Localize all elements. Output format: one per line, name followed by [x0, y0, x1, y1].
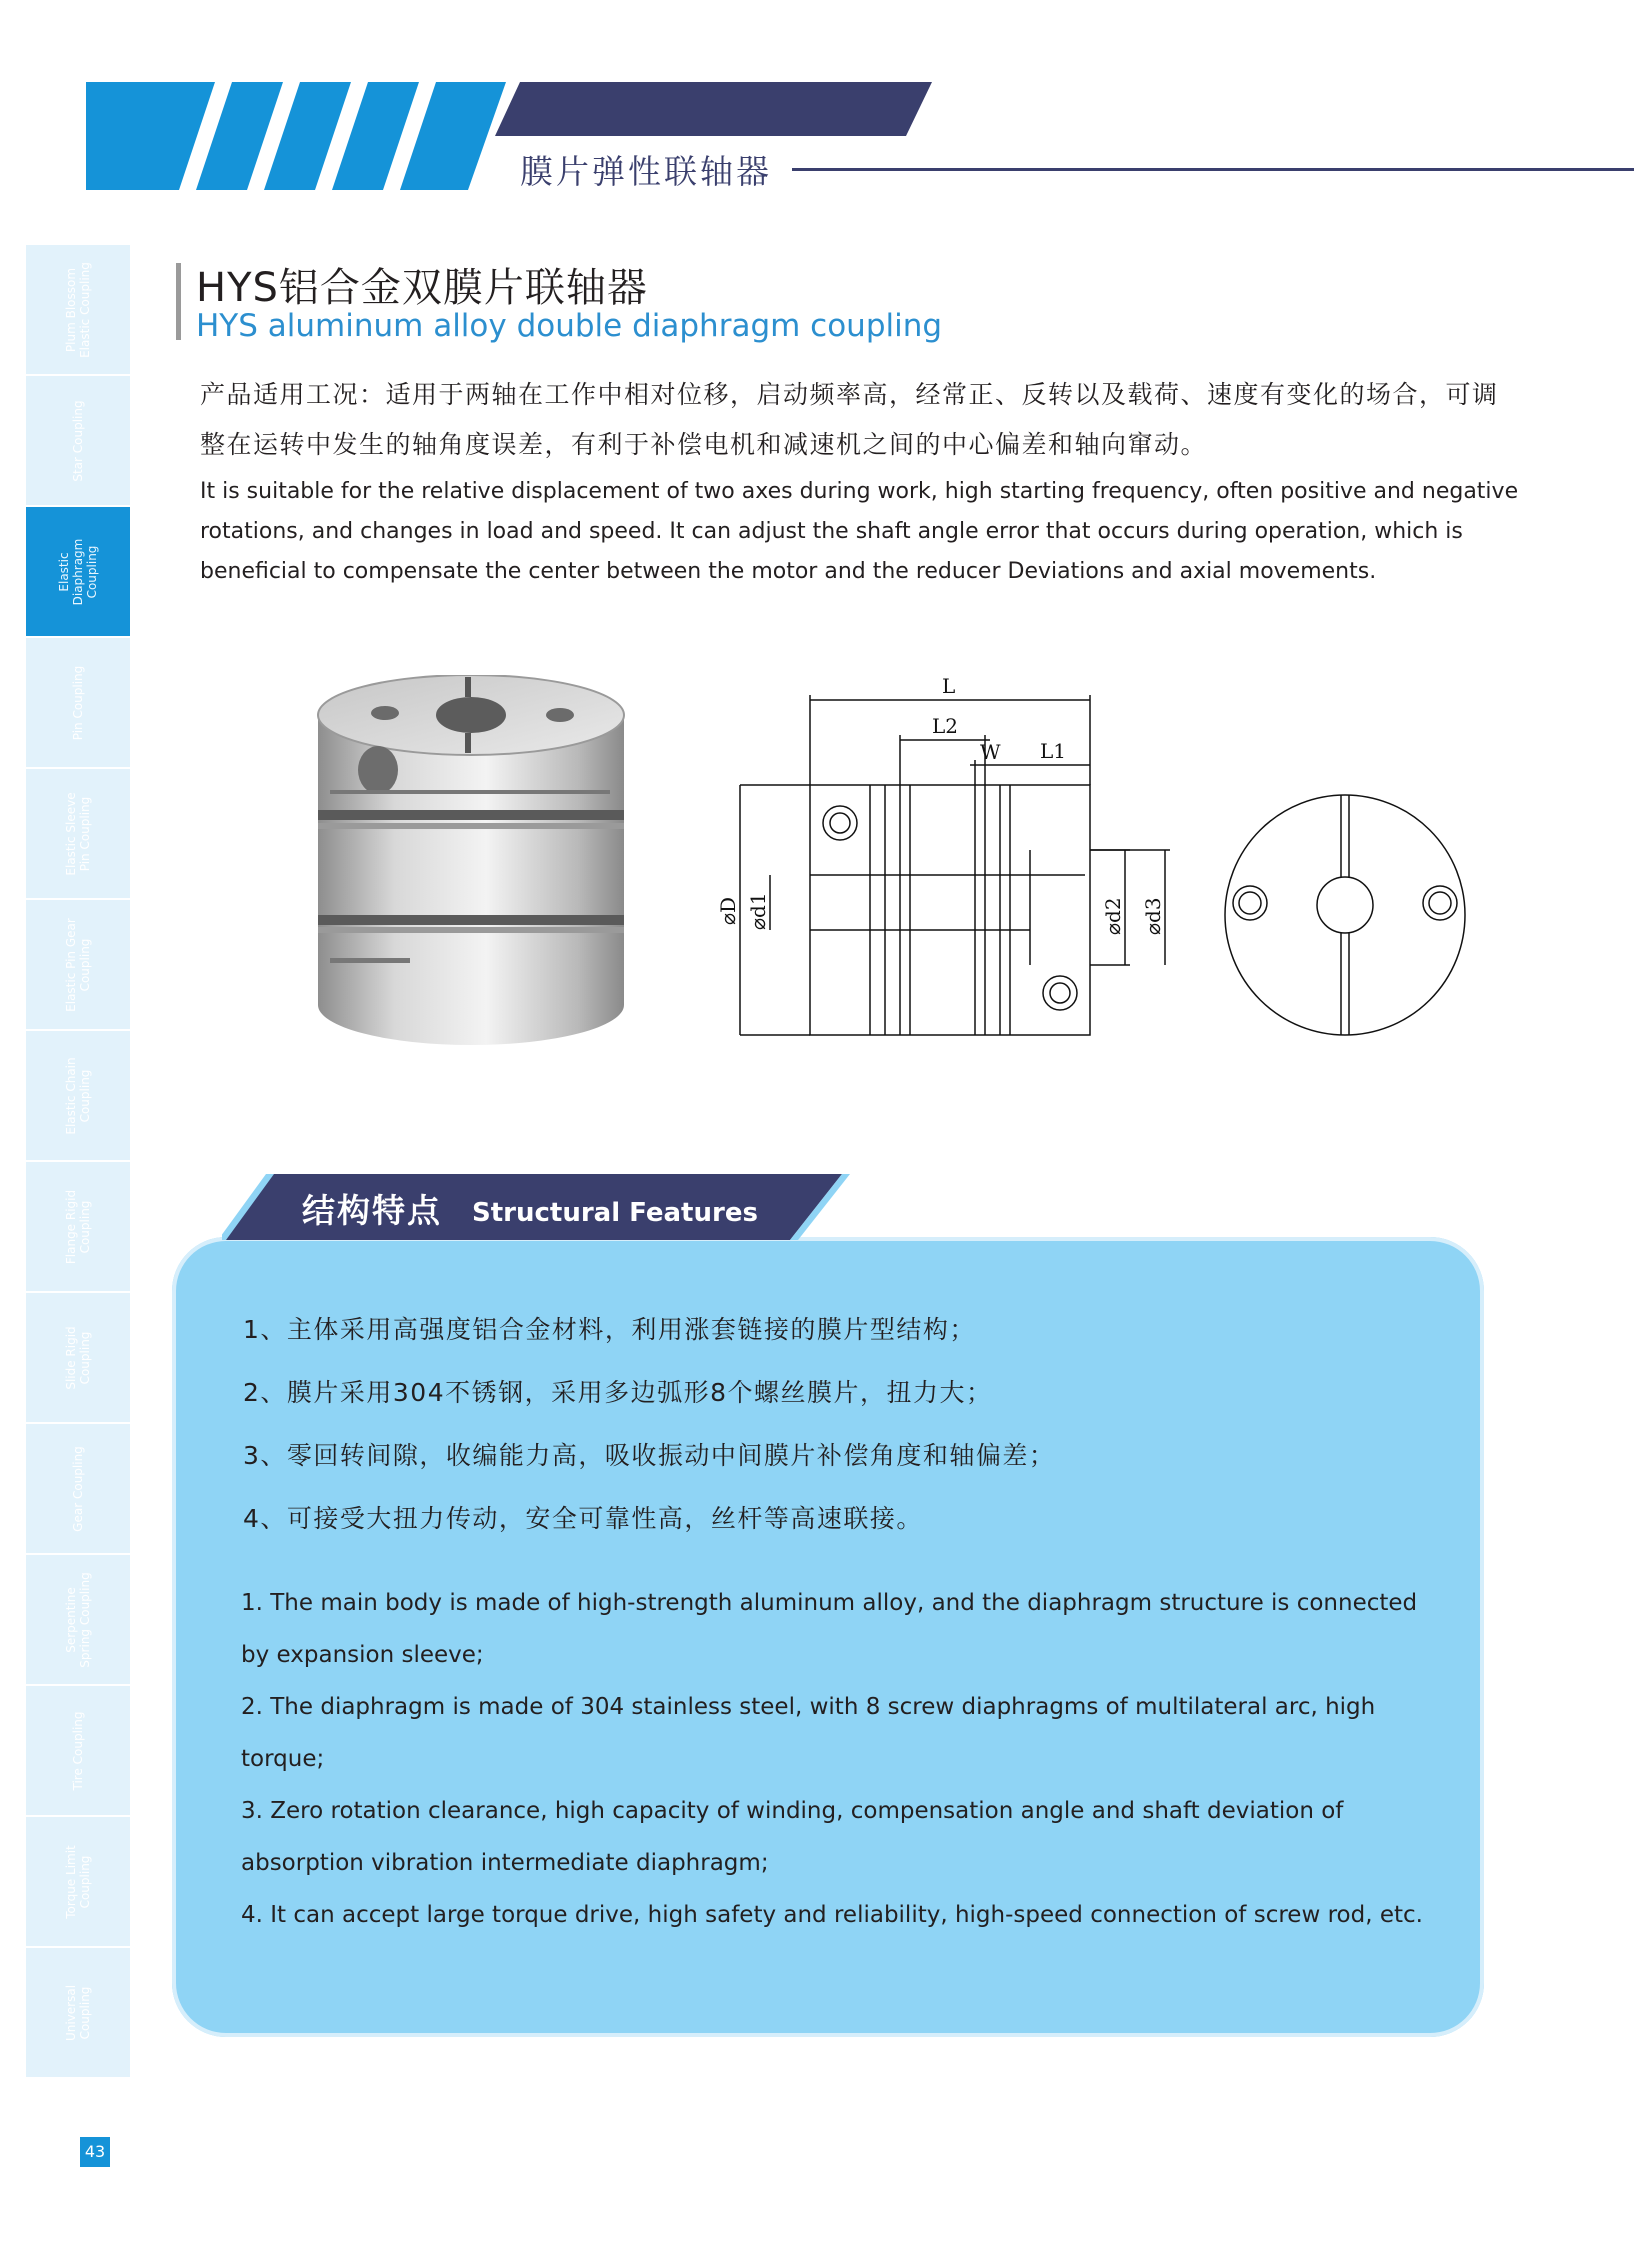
dim-label-d: ⌀D — [716, 896, 740, 925]
category-sidebar — [26, 245, 130, 2085]
sidebar-tab-label: Slide Rigid Coupling — [64, 1325, 92, 1390]
feature-item-cn: 3、零回转间隙，收编能力高，吸收振动中间膜片补偿角度和轴偏差； — [243, 1441, 1056, 1470]
sidebar-tab-label: Plum Blossom Elastic Coupling — [64, 261, 92, 358]
dim-label-d3: ⌀d3 — [1141, 897, 1165, 935]
sidebar-tab[interactable] — [26, 1948, 130, 2079]
end-view-drawing — [1210, 780, 1480, 1050]
sidebar-tab-label: Tire Coupling — [71, 1711, 85, 1790]
dim-label-w: W — [980, 740, 1001, 764]
sidebar-tab[interactable] — [26, 1031, 130, 1162]
sidebar-tab-label: Elastic Sleeve Pin Coupling — [64, 791, 92, 876]
features-list-cn — [243, 1298, 1443, 1550]
feature-item-en: 3. Zero rotation clearance, high capacity of winding, compensation angle and shaft deviation of absorption vibration intermediate diaphragm; — [241, 1798, 1344, 1876]
features-list-en — [241, 1577, 1441, 1941]
dim-label-l1: L1 — [1040, 739, 1067, 763]
feature-item-en: 4. It can accept large torque drive, high safety and reliability, high-speed connection of screw rod, etc. — [241, 1902, 1423, 1928]
title-accent-bar — [176, 263, 181, 340]
sidebar-tab-label: Elastic Chain Coupling — [64, 1056, 92, 1135]
sidebar-tab[interactable] — [26, 638, 130, 769]
features-title-en: Structural Features — [472, 1198, 758, 1228]
header-divider — [792, 168, 1634, 171]
sidebar-tab[interactable] — [26, 769, 130, 900]
sidebar-tab-label: Flange Rigid Coupling — [64, 1189, 92, 1264]
page-number: 43 — [80, 2137, 110, 2167]
dim-label-d2: ⌀d2 — [1101, 897, 1125, 935]
sidebar-tab-label: Elastic Pin Gear Coupling — [64, 917, 92, 1012]
dim-label-d1: ⌀d1 — [746, 892, 770, 930]
sidebar-tab-label: Star Coupling — [71, 399, 85, 482]
sidebar-tab-label: Torque Limit Coupling — [64, 1844, 92, 1919]
sidebar-tab[interactable] — [26, 1817, 130, 1948]
feature-item-en: 1. The main body is made of high-strength aluminum alloy, and the diaphragm structure is connected by expansion sleeve; — [241, 1590, 1418, 1668]
feature-item-cn: 4、可接受大扭力传动，安全可靠性高，丝杆等高速联接。 — [243, 1504, 923, 1533]
section-title: 膜片弹性联轴器 — [520, 152, 772, 191]
dim-label-l2: L2 — [932, 714, 959, 738]
sidebar-tab[interactable] — [26, 376, 130, 507]
sidebar-tab[interactable] — [26, 1162, 130, 1293]
product-photo — [310, 675, 635, 1045]
dimension-drawing — [710, 665, 1190, 1045]
feature-item-en: 2. The diaphragm is made of 304 stainless steel, with 8 screw diaphragms of multilateral arc, high torque; — [241, 1694, 1376, 1772]
product-title-cn: HYS铝合金双膜片联轴器 — [196, 265, 648, 311]
feature-item-cn: 1、主体采用高强度铝合金材料，利用涨套链接的膜片型结构； — [243, 1315, 976, 1344]
product-description-en: It is suitable for the relative displacement of two axes during work, high starting frequency, often positive and negative rotations, and changes in load and speed. It can adjust the shaft angle error that occurs during operation, which is beneficial to compensate the center between the motor and the reducer Deviations and axial movements. — [200, 479, 1519, 584]
sidebar-tab-label: Gear Coupling — [71, 1445, 85, 1532]
sidebar-tab[interactable] — [26, 507, 130, 638]
sidebar-tab[interactable] — [26, 1293, 130, 1424]
product-description-cn: 产品适用工况：适用于两轴在工作中相对位移，启动频率高，经常正、反转以及载荷、速度有变化的场合，可调整在运转中发生的轴角度误差，有利于补偿电机和减速机之间的中心偏差和轴向窜动。 — [200, 380, 1499, 459]
sidebar-tab-label: Universal Coupling — [64, 1984, 92, 2041]
product-title-en: HYS aluminum alloy double diaphragm coupling — [196, 308, 943, 344]
sidebar-tab-label: Elastic Diaphragm Coupling — [57, 538, 99, 605]
sidebar-tab[interactable] — [26, 1686, 130, 1817]
sidebar-tab[interactable] — [26, 1424, 130, 1555]
sidebar-tab[interactable] — [26, 1555, 130, 1686]
features-title-cn: 结构特点 — [302, 1191, 442, 1230]
sidebar-tab[interactable] — [26, 900, 130, 1031]
feature-item-cn: 2、膜片采用304不锈钢，采用多边弧形8个螺丝膜片，扭力大； — [243, 1378, 993, 1407]
dim-label-l: L — [942, 674, 956, 698]
sidebar-tab-label: Pin Coupling — [71, 665, 85, 740]
sidebar-tab-label: Serpentine Spring Coupling — [64, 1571, 92, 1668]
sidebar-tab[interactable] — [26, 245, 130, 376]
